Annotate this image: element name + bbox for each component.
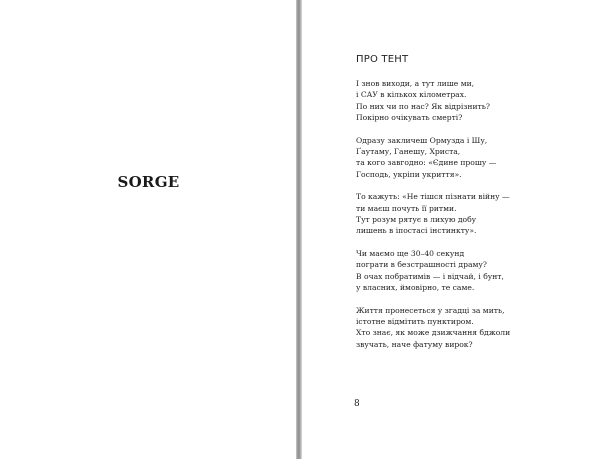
stanza	[356, 78, 586, 124]
poem-line: Покірно очікувать смерті?	[356, 113, 463, 123]
right-page	[302, 0, 600, 459]
stanza	[356, 135, 586, 181]
poem-line: Життя пронесеться у згадці за мить,	[356, 305, 505, 315]
poem-line: та кого завгодно: «Єдине прошу —	[356, 158, 497, 168]
poem-line: І знов виходи, а тут лише ми,	[356, 79, 475, 88]
stanza	[356, 248, 586, 294]
poem-line: Господь, укріпи укриття».	[356, 169, 462, 179]
poem-title: ПРО ТЕНТ	[356, 54, 409, 65]
poem-line: і САУ в кількох кілометрах.	[356, 90, 467, 100]
poem-line: звучать, наче фатуму вирок?	[356, 339, 473, 349]
poem-line: То кажуть: «Не тішся пізнати війну —	[356, 192, 510, 202]
poem-line: По них чи по нас? Як відрізнить?	[356, 101, 490, 111]
poem-line: Хто знає, як може дзижчання бджоли	[356, 328, 511, 338]
stanza	[356, 191, 586, 237]
left-page	[0, 0, 297, 459]
poem-body	[356, 78, 586, 361]
poem-line: Одразу закличеш Ормузда і Шу,	[356, 135, 488, 145]
poem-line: у власних, ймовірно, те саме.	[356, 283, 475, 293]
page-number: 8	[354, 399, 360, 409]
poem-line: Тут розум рятує в лихую добу	[356, 215, 477, 225]
poem-line: В очах побратимів — і відчай, і бунт,	[356, 271, 504, 281]
poem-line: Ґаутаму, Ганешу, Христа,	[356, 147, 461, 157]
poem-line: лишень в іпостасі інстинкту».	[356, 226, 477, 236]
poem-line: пограти в безстрашності драму?	[356, 260, 487, 270]
author-name: SORGE	[117, 173, 180, 191]
poem-line: ти маєш почуть її ритми.	[356, 203, 457, 213]
poem-line: Чи маємо ще 30–40 секунд	[356, 248, 465, 258]
stanza	[356, 305, 586, 351]
poem-line: істотне відмітить пунктиром.	[356, 316, 474, 326]
